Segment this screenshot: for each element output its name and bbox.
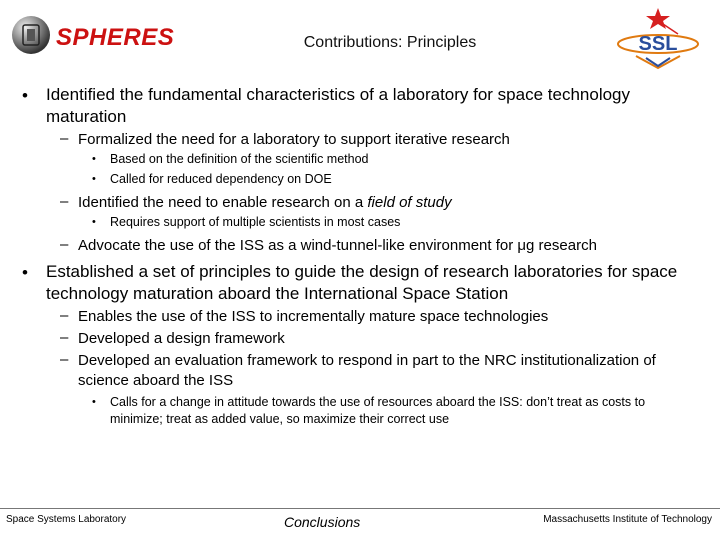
bullet-marker: •	[92, 216, 96, 228]
bullet-l3-2: Called for reduced dependency on DOE	[110, 172, 332, 186]
bullet-marker: •	[22, 263, 28, 282]
bullet-l2-2-italic: field of study	[367, 194, 452, 211]
bullet-l1-2: Established a set of principles to guide the design of research laboratories for space technology maturation aboard the International Space Station	[46, 262, 678, 303]
bullet-l2-3: Advocate the use of the ISS as a wind-tunnel-like environment for μg research	[78, 237, 597, 254]
bullet-l2-2-prefix: Identified the need to enable research on a	[78, 194, 368, 211]
bullet-marker: •	[92, 153, 96, 165]
bullet-marker: •	[92, 173, 96, 185]
bullet-l2-2	[78, 193, 708, 213]
bullet-l1-1: Identified the fundamental characteristics of a laboratory for space technology maturation	[46, 85, 631, 126]
dash-marker: –	[60, 351, 69, 368]
spheres-logo	[6, 6, 186, 62]
spheres-sphere-icon	[10, 14, 52, 56]
dash-marker: –	[60, 329, 69, 346]
bullet-l2-1: Formalized the need for a laboratory to support iterative research	[78, 131, 510, 148]
bullet-l3-4: Calls for a change in attitude towards the use of resources aboard the ISS: don’t treat as costs to minimize; treat as added value, so maximize their correct use	[110, 395, 646, 426]
footer-left: Space Systems Laboratory	[6, 514, 127, 525]
bullet-l3-3: Requires support of multiple scientists in most cases	[110, 215, 401, 229]
footer-right: Massachusetts Institute of Technology	[543, 514, 712, 525]
dash-marker: –	[60, 193, 69, 210]
ssl-logo-text: SSL	[638, 33, 678, 55]
bullet-marker: •	[92, 396, 96, 408]
bullet-marker: •	[22, 86, 28, 105]
dash-marker: –	[60, 236, 69, 253]
bullet-l3-1: Based on the definition of the scientific method	[110, 152, 369, 166]
page-title: Contributions: Principles	[303, 34, 477, 51]
dash-marker: –	[60, 130, 69, 147]
dash-marker: –	[60, 307, 69, 324]
mit-ssl-logo	[608, 4, 708, 74]
ssl-star-logo-icon	[608, 4, 708, 74]
bullet-l2-4: Enables the use of the ISS to incrementally mature space technologies	[78, 308, 549, 325]
bullet-l2-5: Developed a design framework	[78, 330, 285, 347]
spheres-logo-text: SPHERES	[56, 24, 175, 51]
footer-center: Conclusions	[284, 514, 361, 530]
bullet-l2-6: Developed an evaluation framework to respond in part to the NRC institutionalization of science aboard the ISS	[78, 352, 656, 389]
footer-divider	[0, 508, 720, 509]
